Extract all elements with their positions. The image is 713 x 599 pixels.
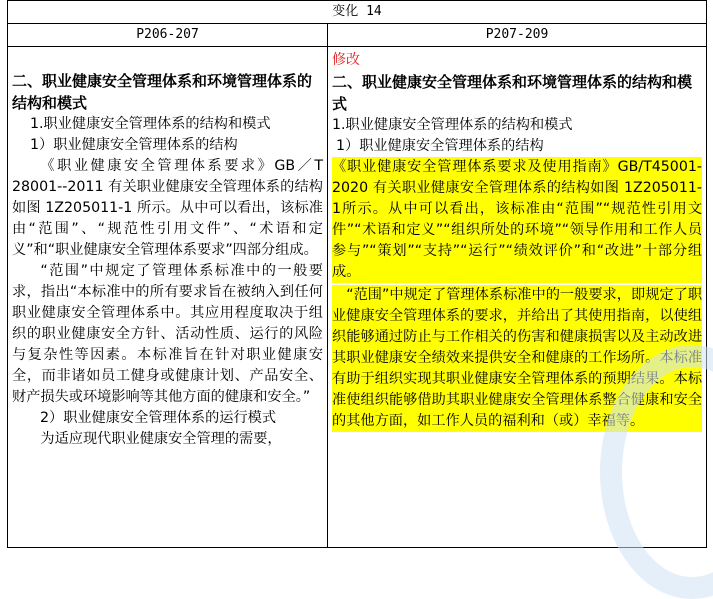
left-paragraph-3: 为适应现代职业健康安全管理的需要， [40,431,282,447]
comparison-table [7,0,707,548]
content-row [8,47,707,548]
left-heading: 二、职业健康安全管理体系和环境管理体系的结构和模式 [12,72,313,112]
left-subheading-3: 2）职业健康安全管理体系的运行模式 [40,410,277,426]
right-paragraph-1: 《职业健康安全管理体系要求及使用指南》GB/T45001-2020 有关职业健康安全管理体系的结构如图 1Z205011-1所示。从中可以看出，该标准由“范围”“规范性引用文件”“术语和定义”“组织所处的环境”“领导作用和工作人员参与”“策划”“支持”“运行”“绩效评价”和“改进”十部分组成。 [332,157,702,283]
left-paragraph-2: “范围”中规定了管理体系标准中的一般要求，指出“本标准中的所有要求旨在被纳入到任何职业健康安全管理体系中。其应用程度取决于组织的职业健康安全方针、活动性质、运行的风险与复杂性等因素。本标准旨在针对职业健康安全，而非诸如员工健身或健康计划、产品安全、财产损失或环境影响等其他方面的健康和安全。” [12,263,323,405]
title-row [8,1,707,24]
left-paragraph-1: 《职业健康安全管理体系要求》GB／T 28001--2011 有关职业健康安全管理体系的结构如图 1Z205011-1 所示。从中可以看出，该标准由“范围”、“规范性引用文件”、“术语和定义”和“职业健康安全管理体系要求”四部分组成。 [12,158,323,258]
right-column [328,47,707,548]
right-paragraph-2: “范围”中规定了管理体系标准中的一般要求，即规定了职业健康安全管理体系的要求，并给出了其使用指南，以使组织能够通过防止与工作相关的伤害和健康损害以及主动改进其职业健康安全绩效来提供安全和健康的工作场所。本标准有助于组织实现其职业健康安全管理体系的预期结果。本标准使组织能够借助其职业健康安全管理体系整合健康和安全的其他方面，如工作人员的福利和（或）幸福等。 [332,285,702,432]
change-tag: 修改 [332,52,360,68]
right-page-range: P207-209 [328,24,707,47]
right-subheading-2: 1）职业健康安全管理体系的结构 [336,138,544,154]
left-subheading-2: 1）职业健康安全管理体系的结构 [30,137,238,153]
left-column [8,47,328,548]
table-title: 变化 14 [8,1,707,24]
left-page-range: P206-207 [8,24,328,47]
right-subheading-1: 1.职业健康安全管理体系的结构和模式 [332,117,573,133]
right-heading: 二、职业健康安全管理体系和环境管理体系的结构和模式 [332,73,693,113]
page-range-row [8,24,707,47]
left-subheading-1: 1.职业健康安全管理体系的结构和模式 [30,116,271,132]
